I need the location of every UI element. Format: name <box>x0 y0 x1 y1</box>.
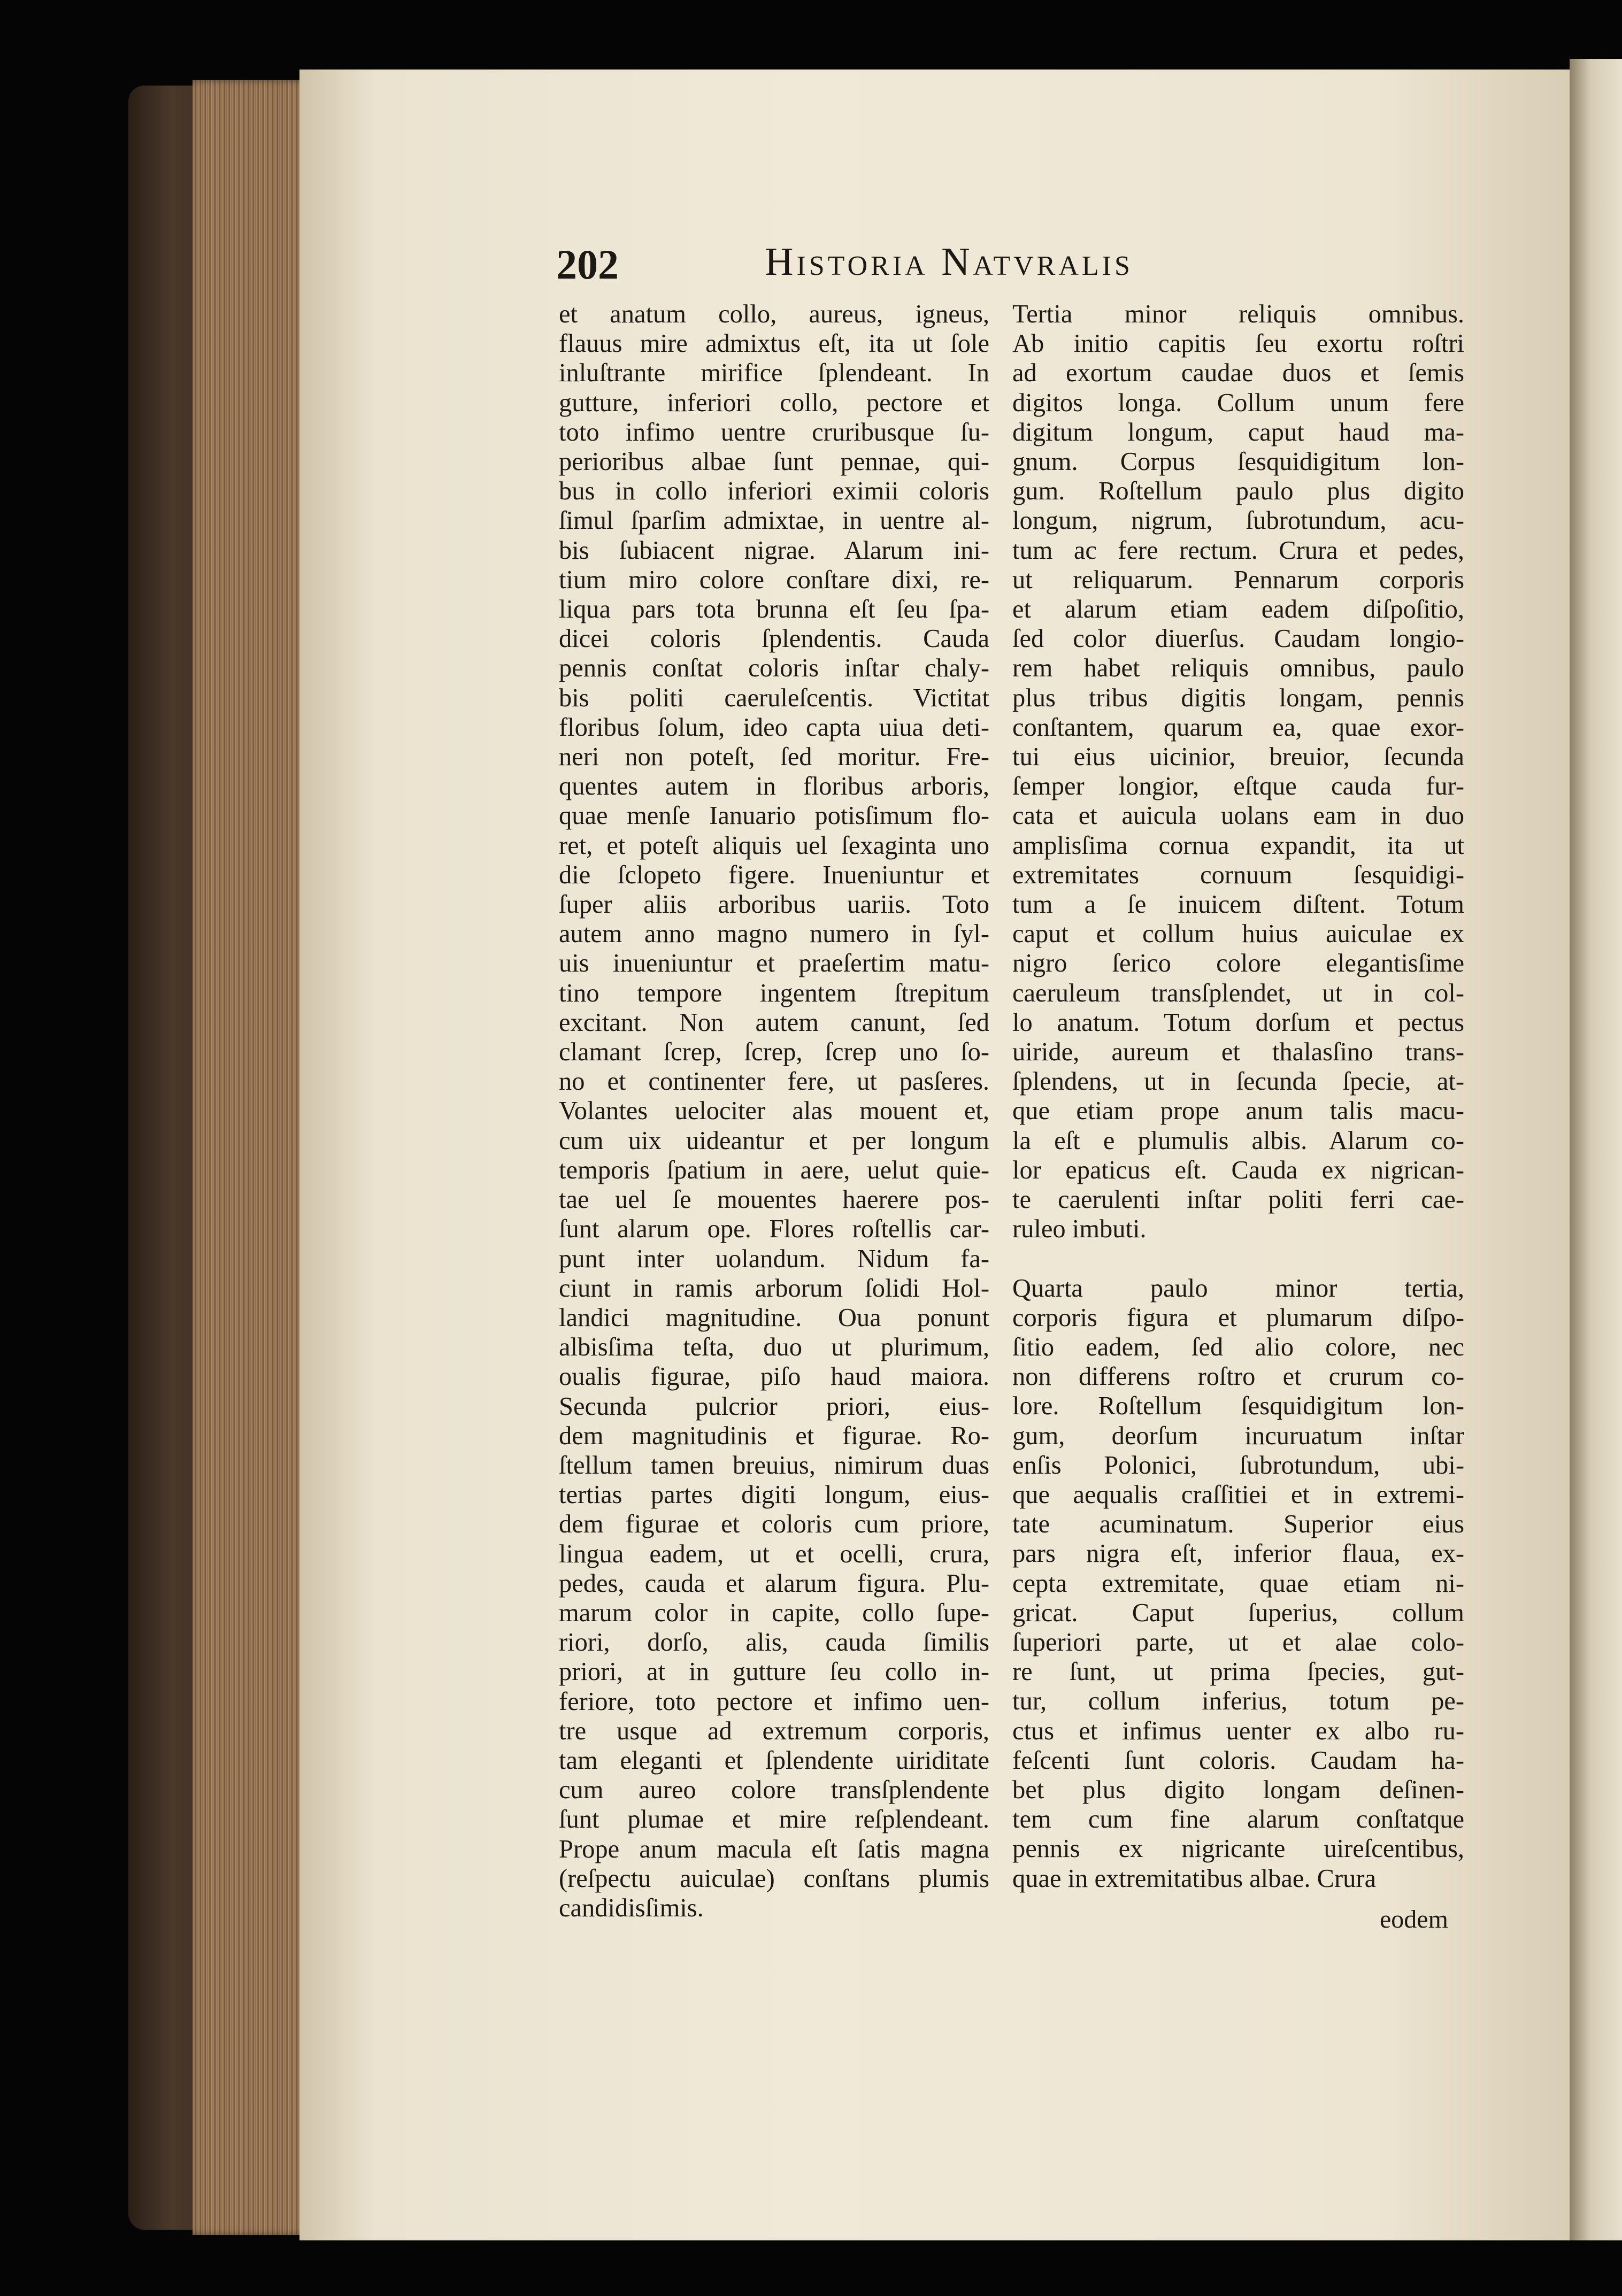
text-line: die ſclopeto figere. Inueniuntur et <box>559 860 989 889</box>
text-line: perioribus albae ſunt pennae, qui- <box>559 448 989 476</box>
text-line: dem magnitudinis et figurae. Ro- <box>559 1421 989 1450</box>
text-line: caeruleum transſplendet, ut in col- <box>1012 979 1464 1007</box>
text-line: flauus mire admixtus eſt, ita ut ſole <box>559 329 989 358</box>
text-line: Tertia minor reliquis omnibus. <box>1012 300 1464 328</box>
text-line: que aequalis craſſitiei et in extremi- <box>1012 1480 1464 1509</box>
text-line: ruleo imbuti. <box>1012 1215 1147 1244</box>
text-line: liqua pars tota brunna eſt ſeu ſpa- <box>559 595 989 624</box>
text-line: excitant. Non autem canunt, ſed <box>559 1008 989 1037</box>
text-line: gricat. Caput ſuperius, collum <box>1012 1598 1464 1627</box>
text-line: quae menſe Ianuario potisſimum flo- <box>559 802 989 830</box>
text-line: conſtantem, quarum ea, quae exor- <box>1012 713 1464 742</box>
text-line: cepta extremitate, quae etiam ni- <box>1012 1569 1464 1598</box>
text-line: tino tempore ingentem ſtrepitum <box>559 979 989 1007</box>
text-line: no et continenter fere, ut pasſeres. <box>559 1067 989 1096</box>
text-line: gutture, inferiori collo, pectore et <box>559 388 989 417</box>
text-line: dem figurae et coloris cum priore, <box>559 1510 989 1539</box>
text-line: tam eleganti et ſplendente uiriditate <box>559 1746 989 1775</box>
text-line: cata et auicula uolans eam in duo <box>1012 802 1464 830</box>
text-line: ad exortum caudae duos et ſemis <box>1012 359 1464 388</box>
text-line: Volantes uelociter alas mouent et, <box>559 1097 989 1126</box>
text-line: quae in extremitatibus albae. Crura <box>1012 1864 1377 1893</box>
text-line: rem habet reliquis omnibus, paulo <box>1012 654 1464 683</box>
text-line: albisſima teſta, duo ut plurimum, <box>559 1333 989 1362</box>
text-line: tum a ſe inuicem diſtent. Totum <box>1012 890 1464 919</box>
text-line: tae uel ſe mouentes haerere pos- <box>559 1185 989 1214</box>
text-line: ſed color diuerſus. Caudam longio- <box>1012 625 1464 653</box>
text-line: ſemper longior, eſtque cauda fur- <box>1012 772 1464 801</box>
text-line: lo anatum. Totum dorſum et pectus <box>1012 1008 1464 1037</box>
text-line: ut reliquarum. Pennarum corporis <box>1012 565 1464 594</box>
page-header <box>556 235 1465 294</box>
text-line: neri non poteſt, ſed moritur. Fre- <box>559 743 989 772</box>
facing-page-edge <box>1570 59 1622 2240</box>
text-line: tum ac fere rectum. Crura et pedes, <box>1012 536 1464 565</box>
text-line: clamant ſcrep, ſcrep, ſcrep uno ſo- <box>559 1038 989 1067</box>
paragraph-gap <box>1012 1244 1464 1274</box>
running-title: Historia Natvralis <box>765 240 1133 284</box>
text-line: floribus ſolum, ideo capta uiua deti- <box>559 713 989 742</box>
text-line: tui eius uicinior, breuior, ſecunda <box>1012 743 1464 772</box>
text-line: la eſt e plumulis albis. Alarum co- <box>1012 1126 1464 1155</box>
text-line: ſtellum tamen breuius, nimirum duas <box>559 1451 989 1480</box>
text-line: pedes, cauda et alarum figura. Plu- <box>559 1569 989 1598</box>
text-line: Secunda pulcrior priori, eius- <box>559 1392 989 1421</box>
text-line: quentes autem in floribus arboris, <box>559 772 989 801</box>
text-line: candidisſimis. <box>559 1893 704 1922</box>
text-line: uiride, aureum et thalasſino trans- <box>1012 1038 1464 1067</box>
text-line: dicei coloris ſplendentis. Cauda <box>559 625 989 653</box>
text-line: plus tribus digitis longam, pennis <box>1012 683 1464 712</box>
text-line: extremitates cornuum ſesquidigi- <box>1012 860 1464 889</box>
text-line: feriore, toto pectore et infimo uen- <box>559 1687 989 1716</box>
text-line: ſplendens, ut in ſecunda ſpecie, at- <box>1012 1067 1464 1096</box>
text-line: que etiam prope anum talis macu- <box>1012 1097 1464 1126</box>
text-line: ſuper aliis arboribus uariis. Toto <box>559 890 989 919</box>
paragraph-tertia <box>1012 299 1464 1244</box>
text-line: te caerulenti inſtar politi ferri cae- <box>1012 1185 1464 1214</box>
paragraph-quarta <box>1012 1274 1464 1893</box>
page-edges <box>193 80 316 2235</box>
text-line: ſimul ſparſim admixtae, in uentre al- <box>559 506 989 535</box>
text-line: non differens roſtro et crurum co- <box>1012 1362 1464 1391</box>
text-line: re ſunt, ut prima ſpecies, gut- <box>1012 1658 1464 1686</box>
text-line: digitum longum, caput haud ma- <box>1012 418 1464 446</box>
text-line: lingua eadem, ut et ocelli, crura, <box>559 1539 989 1568</box>
text-line: (reſpectu auiculae) conſtans plumis <box>559 1864 989 1893</box>
text-line: riori, dorſo, alis, cauda ſimilis <box>559 1628 989 1657</box>
text-line: bis politi caeruleſcentis. Victitat <box>559 683 989 712</box>
text-line: pennis conſtat coloris inſtar chaly- <box>559 654 989 683</box>
text-line: amplisſima cornua expandit, ita ut <box>1012 831 1464 860</box>
text-line: ſunt plumae et mire reſplendeant. <box>559 1805 989 1834</box>
text-line: bus in collo inferiori eximii coloris <box>559 477 989 506</box>
text-line: tate acuminatum. Superior eius <box>1012 1510 1464 1539</box>
text-line: caput et collum huius auiculae ex <box>1012 920 1464 949</box>
text-line: ſitio eadem, ſed alio colore, nec <box>1012 1332 1464 1361</box>
text-line: Ab initio capitis ſeu exortu roſtri <box>1012 329 1464 358</box>
text-line: ctus et infimus uenter ex albo ru- <box>1012 1716 1464 1745</box>
catchword: eodem <box>1380 1905 1448 1933</box>
text-line: marum color in capite, collo ſupe- <box>559 1598 989 1627</box>
left-text-column <box>559 299 989 1923</box>
text-line: corporis figura et plumarum diſpo- <box>1012 1303 1464 1332</box>
text-line: priori, at in gutture ſeu collo in- <box>559 1658 989 1686</box>
text-line: pars nigra eſt, inferior flaua, ex- <box>1012 1539 1464 1568</box>
text-line: tre usque ad extremum corporis, <box>559 1716 989 1745</box>
text-line: bet plus digito longam deſinen- <box>1012 1775 1464 1804</box>
text-line: inluſtrante mirifice ſplendeant. In <box>559 359 989 388</box>
text-line: punt inter uolandum. Nidum fa- <box>559 1244 989 1273</box>
text-line: ſunt alarum ope. Flores roſtellis car- <box>559 1215 989 1244</box>
text-line: oualis figurae, piſo haud maiora. <box>559 1362 989 1391</box>
text-line: gnum. Corpus ſesquidigitum lon- <box>1012 448 1464 476</box>
text-line: bis ſubiacent nigrae. Alarum ini- <box>559 536 989 565</box>
text-line: gum, deorſum incuruatum inſtar <box>1012 1421 1464 1450</box>
text-line: feſcenti ſunt coloris. Caudam ha- <box>1012 1746 1464 1775</box>
text-line: toto infimo uentre cruribusque ſu- <box>559 418 989 446</box>
text-line: digitos longa. Collum unum fere <box>1012 388 1464 417</box>
text-line: tem cum fine alarum conſtatque <box>1012 1805 1464 1834</box>
text-line: ſuperiori parte, ut et alae colo- <box>1012 1628 1464 1656</box>
text-line: uis inueniuntur et praeſertim matu- <box>559 949 989 978</box>
text-line: nigro ſerico colore elegantisſime <box>1012 949 1464 978</box>
text-line: longum, nigrum, ſubrotundum, acu- <box>1012 506 1464 535</box>
right-text-column <box>1012 299 1464 1893</box>
text-line: ciunt in ramis arborum ſolidi Hol- <box>559 1274 989 1303</box>
text-line: lor epaticus eſt. Cauda ex nigrican- <box>1012 1155 1464 1184</box>
text-line: et alarum etiam eadem diſpoſitio, <box>1012 595 1464 624</box>
text-line: temporis ſpatium in aere, uelut quie- <box>559 1155 989 1184</box>
text-line: enſis Polonici, ſubrotundum, ubi- <box>1012 1451 1464 1480</box>
text-line: tium miro colore conſtare dixi, re- <box>559 565 989 594</box>
text-line: autem anno magno numero in ſyl- <box>559 920 989 949</box>
text-line: et anatum collo, aureus, igneus, <box>559 300 989 328</box>
text-line: pennis ex nigricante uireſcentibus, <box>1012 1835 1464 1863</box>
text-line: Prope anum macula eſt ſatis magna <box>559 1835 989 1863</box>
page-number: 202 <box>556 241 619 288</box>
text-line: tur, collum inferius, totum pe- <box>1012 1687 1464 1716</box>
text-line: cum uix uideantur et per longum <box>559 1126 989 1155</box>
text-line: tertias partes digiti longum, eius- <box>559 1481 989 1509</box>
text-line: landici magnitudine. Oua ponunt <box>559 1303 989 1332</box>
text-line: ret, et poteſt aliquis uel ſexaginta uno <box>559 831 989 860</box>
text-line: lore. Roſtellum ſesquidigitum lon- <box>1012 1392 1464 1421</box>
text-line: Quarta paulo minor tertia, <box>1012 1274 1464 1303</box>
text-line: gum. Roſtellum paulo plus digito <box>1012 477 1464 506</box>
text-line: cum aureo colore transſplendente <box>559 1776 989 1805</box>
